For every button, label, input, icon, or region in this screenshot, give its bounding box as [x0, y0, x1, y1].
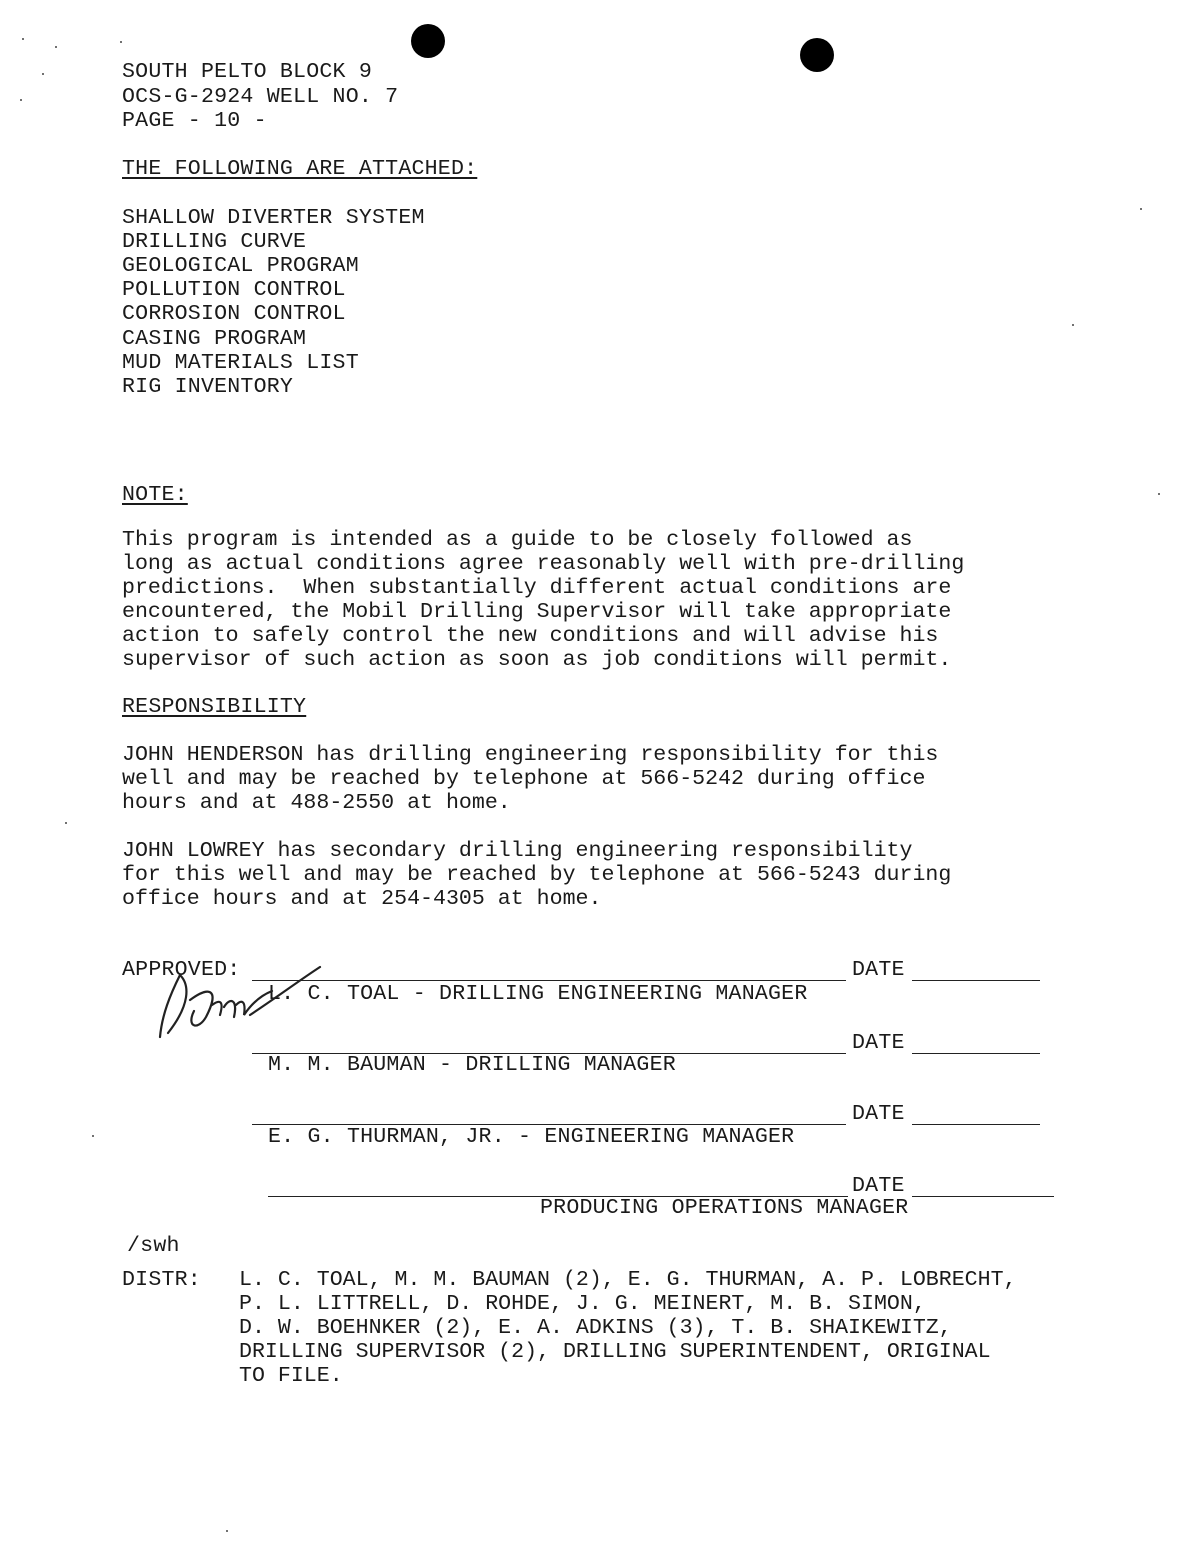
note-line: supervisor of such action as soon as job conditions will permit.	[122, 648, 952, 672]
date-label: DATE	[852, 1031, 905, 1055]
handwritten-signature	[150, 955, 330, 1045]
signer-title: PRODUCING OPERATIONS MANAGER	[540, 1196, 909, 1220]
signer-name: M. M. BAUMAN - DRILLING MANAGER	[268, 1053, 676, 1077]
distribution-list	[239, 1268, 1139, 1388]
header-well-line: OCS-G-2924 WELL NO. 7	[122, 85, 399, 109]
responsibility-line: well and may be reached by telephone at 566-5242 during office	[122, 767, 926, 791]
scan-speck	[120, 41, 122, 43]
header-page-line: PAGE - 10 -	[122, 109, 267, 133]
typist-initials: /swh	[127, 1234, 180, 1258]
responsibility-line: JOHN HENDERSON has drilling engineering responsibility for this	[122, 743, 939, 767]
attachment-item: CASING PROGRAM	[122, 327, 307, 351]
distribution-label: DISTR:	[122, 1268, 201, 1292]
note-heading: NOTE:	[122, 483, 188, 507]
note-paragraph	[122, 528, 1082, 672]
attachment-item: CORROSION CONTROL	[122, 302, 346, 326]
date-label: DATE	[852, 958, 905, 982]
responsibility-line: office hours and at 254-4305 at home.	[122, 887, 602, 911]
scan-speck	[22, 38, 24, 40]
signer-name: L. C. TOAL - DRILLING ENGINEERING MANAGER	[268, 982, 808, 1006]
date-label: DATE	[852, 1102, 905, 1126]
responsibility-line: for this well and may be reached by telephone at 566-5243 during	[122, 863, 952, 887]
responsibility-paragraph-secondary	[122, 839, 1082, 911]
responsibility-line: JOHN LOWREY has secondary drilling engineering responsibility	[122, 839, 913, 863]
note-line: encountered, the Mobil Drilling Supervisor will take appropriate	[122, 600, 952, 624]
attachments-heading: THE FOLLOWING ARE ATTACHED:	[122, 157, 478, 181]
distribution-line: P. L. LITTRELL, D. ROHDE, J. G. MEINERT, M. B. SIMON,	[239, 1292, 926, 1316]
distribution-line: DRILLING SUPERVISOR (2), DRILLING SUPERINTENDENT, ORIGINAL	[239, 1340, 991, 1364]
distribution-line: D. W. BOEHNKER (2), E. A. ADKINS (3), T. B. SHAIKEWITZ,	[239, 1316, 952, 1340]
attachment-item: MUD MATERIALS LIST	[122, 351, 359, 375]
punch-hole-right	[800, 38, 834, 72]
scan-speck	[55, 46, 57, 48]
date-line	[912, 1196, 1054, 1197]
date-line	[912, 1124, 1040, 1125]
scan-speck	[1072, 324, 1074, 326]
signer-name: E. G. THURMAN, JR. - ENGINEERING MANAGER	[268, 1125, 795, 1149]
attachment-item: DRILLING CURVE	[122, 230, 307, 254]
note-line: This program is intended as a guide to be closely followed as	[122, 528, 913, 552]
date-label: DATE	[852, 1174, 905, 1198]
scan-speck	[65, 822, 67, 824]
attachment-item: SHALLOW DIVERTER SYSTEM	[122, 206, 425, 230]
responsibility-line: hours and at 488-2550 at home.	[122, 791, 511, 815]
scan-speck	[226, 1530, 228, 1532]
date-line	[912, 1053, 1040, 1054]
scan-speck	[1158, 493, 1160, 495]
header-block-line: SOUTH PELTO BLOCK 9	[122, 60, 373, 84]
approved-label: APPROVED:	[122, 958, 241, 982]
attachment-item: POLLUTION CONTROL	[122, 278, 346, 302]
distribution-line: L. C. TOAL, M. M. BAUMAN (2), E. G. THURMAN, A. P. LOBRECHT,	[239, 1268, 1017, 1292]
attachment-item: GEOLOGICAL PROGRAM	[122, 254, 359, 278]
scan-speck	[20, 99, 22, 101]
scan-speck	[42, 73, 44, 75]
note-line: long as actual conditions agree reasonably well with pre-drilling	[122, 552, 965, 576]
note-line: action to safely control the new conditions and will advise his	[122, 624, 939, 648]
date-line	[912, 980, 1040, 981]
signature-line	[252, 980, 846, 981]
scan-speck	[92, 1135, 94, 1137]
responsibility-paragraph-primary	[122, 743, 1082, 815]
responsibility-heading: RESPONSIBILITY	[122, 695, 307, 719]
distribution-line: TO FILE.	[239, 1364, 343, 1388]
note-line: predictions. When substantially different actual conditions are	[122, 576, 952, 600]
punch-hole-left	[411, 24, 445, 58]
scan-speck	[1140, 208, 1142, 210]
attachment-item: RIG INVENTORY	[122, 375, 294, 399]
